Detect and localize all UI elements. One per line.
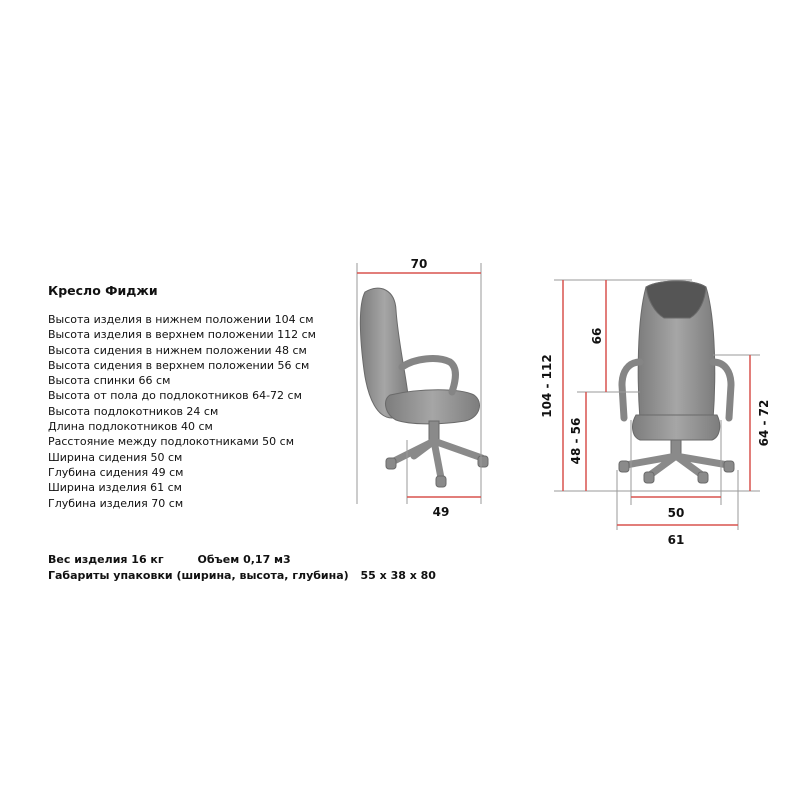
spec-item: Ширина сидения 50 см [48,450,183,464]
spec-item: Высота сидения в нижнем положении 48 см [48,343,307,357]
side-base [392,441,482,478]
spec-item: Глубина изделия 70 см [48,496,184,510]
spec-item: Ширина изделия 61 см [48,481,182,495]
side-caster [386,458,396,469]
front-caster [619,461,629,472]
volume-text: Объем 0,17 м3 [197,553,291,566]
front-back-height-dimension [590,280,606,392]
side-depth-label: 70 [410,257,428,271]
spec-item: Высота изделия в верхнем положении 112 см [48,328,316,342]
spec-item: Высота сидения в верхнем положении 56 см [48,358,310,372]
front-armrest-right [713,362,731,418]
weight-text: Вес изделия 16 кг [48,553,164,566]
front-base [626,456,728,475]
front-armrest-height-dimension [713,355,771,491]
front-view-chair [619,281,734,483]
package-label: Габариты упаковки (ширина, высота, глубина) [48,569,349,582]
front-seat [633,415,720,440]
front-armrest-height-label: 64 - 72 [757,399,771,447]
front-total-height-label: 104 - 112 [540,354,554,418]
front-between-armrests-label: 50 [667,506,685,520]
spec-item: Глубина сидения 49 см [48,465,184,479]
front-caster [724,461,734,472]
side-view-chair [360,288,488,487]
side-armrest [402,359,456,392]
front-caster [698,472,708,483]
front-caster [644,472,654,483]
spec-item: Длина подлокотников 40 см [48,420,213,434]
spec-item: Высота подлокотников 24 см [48,404,219,418]
product-title: Кресло Фиджи [48,283,158,298]
front-seat-height-label: 48 - 56 [569,417,583,465]
spec-item: Расстояние между подлокотниками 50 см [48,435,294,449]
package-dims: 55 х 38 х 80 [360,569,436,582]
side-seat-depth-label: 49 [432,505,450,519]
front-width-label: 61 [667,533,685,547]
front-back-height-label: 66 [590,327,604,345]
spec-item: Высота от пола до подлокотников 64-72 см [48,389,302,403]
side-seat [385,390,479,424]
front-armrest-left [622,362,640,418]
spec-item: Высота изделия в нижнем положении 104 см [48,313,314,326]
side-caster [436,476,446,487]
side-caster [478,456,488,467]
spec-item: Высота спинки 66 см [48,374,171,388]
front-seat-height-dimension [569,392,640,491]
